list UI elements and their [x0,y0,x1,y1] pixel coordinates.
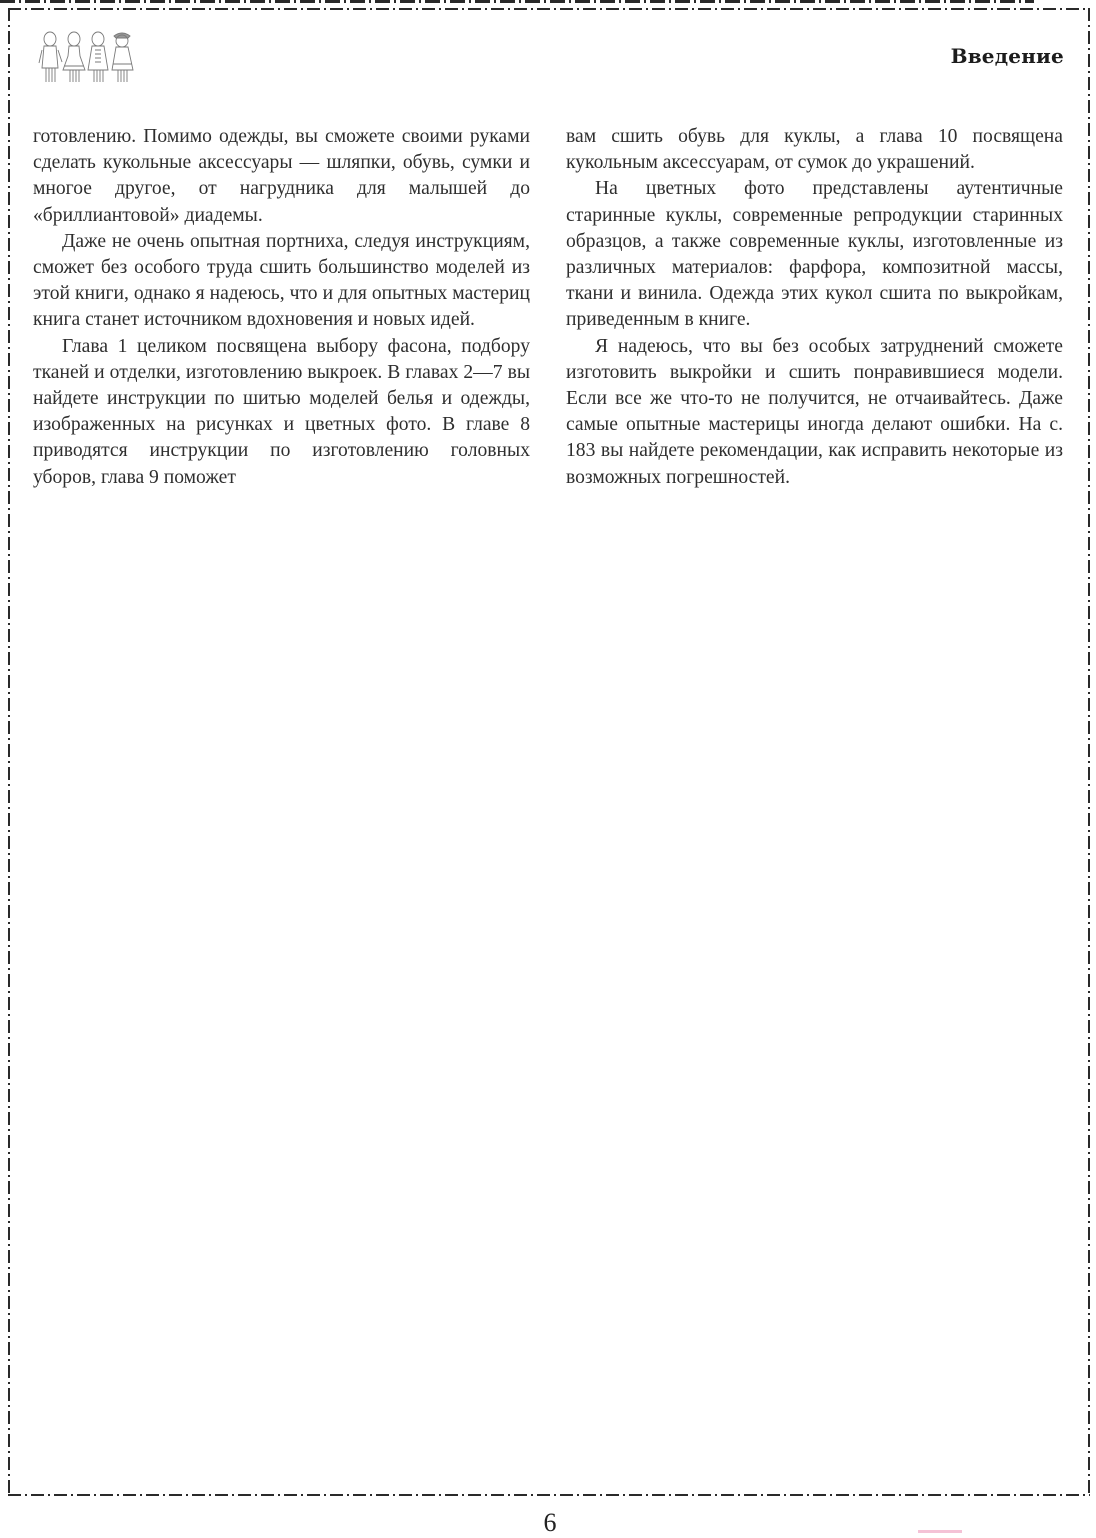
doll-figure-icon [63,32,85,82]
doll-figure-icon [39,32,62,82]
page-frame-left [8,8,10,1496]
color-mark [918,1530,962,1533]
page-frame-top [8,8,1090,10]
paragraph: вам сшить обувь для куклы, а глава 10 посвящена кукольным аксессуарам, от сумок до украшений. [566,126,1063,174]
text-column-left [33,124,530,491]
page-frame-bottom [8,1494,1090,1496]
running-head-title: Введение [950,44,1064,68]
paragraph: Даже не очень опытная портниха, следуя инструкциям, сможет без особого труда сшить большинство моделей из этой книги, однако я надеюсь, что и для опытных мастериц книга станет источником вдохновения и новых идей. [33,230,530,331]
paragraph: Я надеюсь, что вы без особых затруднений сможете изготовить выкройки и сшить понравившиеся модели. Если все же что-то не получится, не отчаивайтесь. Даже самые опытные мастерицы иногда делают ошибки. На с. 183 вы найдете рекомендации, как исправить некоторые из возможных погрешностей. [566,335,1063,488]
page-frame-right [1088,8,1090,1496]
dolls-illustration-icon [38,30,138,84]
doll-figure-icon [112,33,133,82]
doll-figure-icon [88,32,108,82]
paragraph: готовлению. Помимо одежды, вы сможете своими руками сделать кукольные аксессуары — шляпки, обувь, сумки и многое другое, от нагрудника для малышей до «бриллиантовой» диадемы. [33,126,530,226]
paragraph: На цветных фото представлены аутентичные старинные куклы, современные репродукции старинных образцов, а также современные куклы, изготовленные из различных материалов: фарфора, композитной массы, ткани и винила. Одежда этих кукол сшита по выкройкам, приведенным в книге. [566,178,1063,331]
text-column-right [566,124,1063,491]
header-divider [0,0,1034,3]
page-number: 6 [543,1508,557,1537]
paragraph: Глава 1 целиком посвящена выбору фасона, подбору тканей и отделки, изготовлению выкроек. В главах 2—7 вы найдете инструкции по шитью моделей белья и одежды, изображенных на рисунках и цветных фото. В главе 8 приводятся инструкции по изготовлению головных уборов, глава 9 поможет [33,335,530,488]
